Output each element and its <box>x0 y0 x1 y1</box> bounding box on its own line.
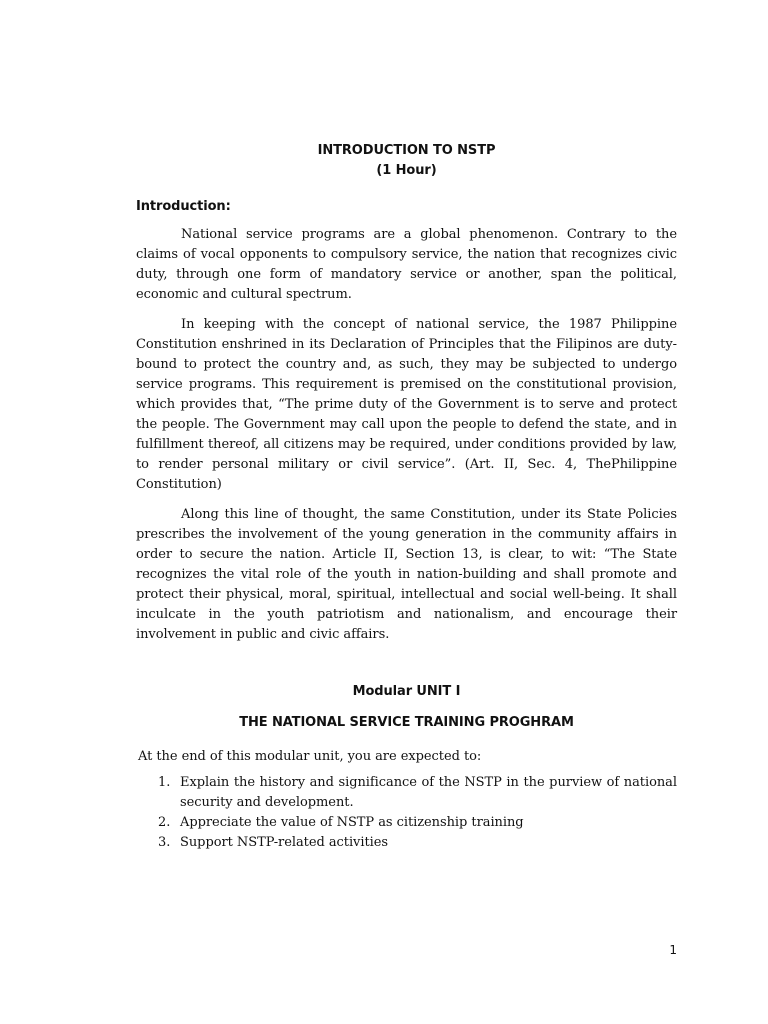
objective-item <box>158 813 677 833</box>
objective-text: Explain the history and significance of the NSTP in the purview of national security and development. <box>180 775 677 810</box>
document-title: INTRODUCTION TO NSTP <box>317 143 496 158</box>
page-number: 1 <box>669 943 677 957</box>
page-content <box>136 141 677 853</box>
objective-item <box>158 773 677 813</box>
introduction-heading: Introduction: <box>136 199 231 214</box>
module-unit-heading: Modular UNIT I <box>352 684 461 699</box>
objective-text: Appreciate the value of NSTP as citizenship training <box>180 815 524 830</box>
objectives-intro: At the end of this modular unit, you are expected to: <box>138 749 482 764</box>
objective-number: 2. <box>158 815 171 830</box>
module-title: THE NATIONAL SERVICE TRAINING PROGHRAM <box>239 715 574 730</box>
objective-number: 3. <box>158 835 171 850</box>
introduction-paragraph-2: In keeping with the concept of national service, the 1987 Philippine Constitution enshrined in its Declaration of Principles that the Filipinos are duty-bound to protect the country and, as such, they may be subjected to undergo service programs. This requirement is premised on the constitutional provision, which provides that, “The prime duty of the Government is to serve and protect the people. The Government may call upon the people to defend the state, and in fulfillment thereof, all citizens may be required, under conditions provided by law, to render personal military or civil service”. (Art. II, Sec. 4, ThePhilippine Constitution) <box>136 317 677 492</box>
objective-text: Support NSTP-related activities <box>180 835 388 850</box>
document-duration: (1 Hour) <box>376 163 437 178</box>
objective-number: 1. <box>158 775 171 790</box>
objectives-list <box>136 773 677 853</box>
introduction-paragraph-3: Along this line of thought, the same Constitution, under its State Policies prescribes the involvement of the young generation in the community affairs in order to secure the nation. Article II, Section 13, is clear, to wit: “The State recognizes the vital role of the youth in nation-building and shall promote and protect their physical, moral, spiritual, intellectual and social well-being. It shall inculcate in the youth patriotism and nationalism, and encourage their involvement in public and civic affairs. <box>136 507 677 642</box>
introduction-paragraph-1: National service programs are a global phenomenon. Contrary to the claims of vocal opponents to compulsory service, the nation that recognizes civic duty, through one form of mandatory service or another, span the political, economic and cultural spectrum. <box>136 227 677 302</box>
objective-item <box>158 833 677 853</box>
